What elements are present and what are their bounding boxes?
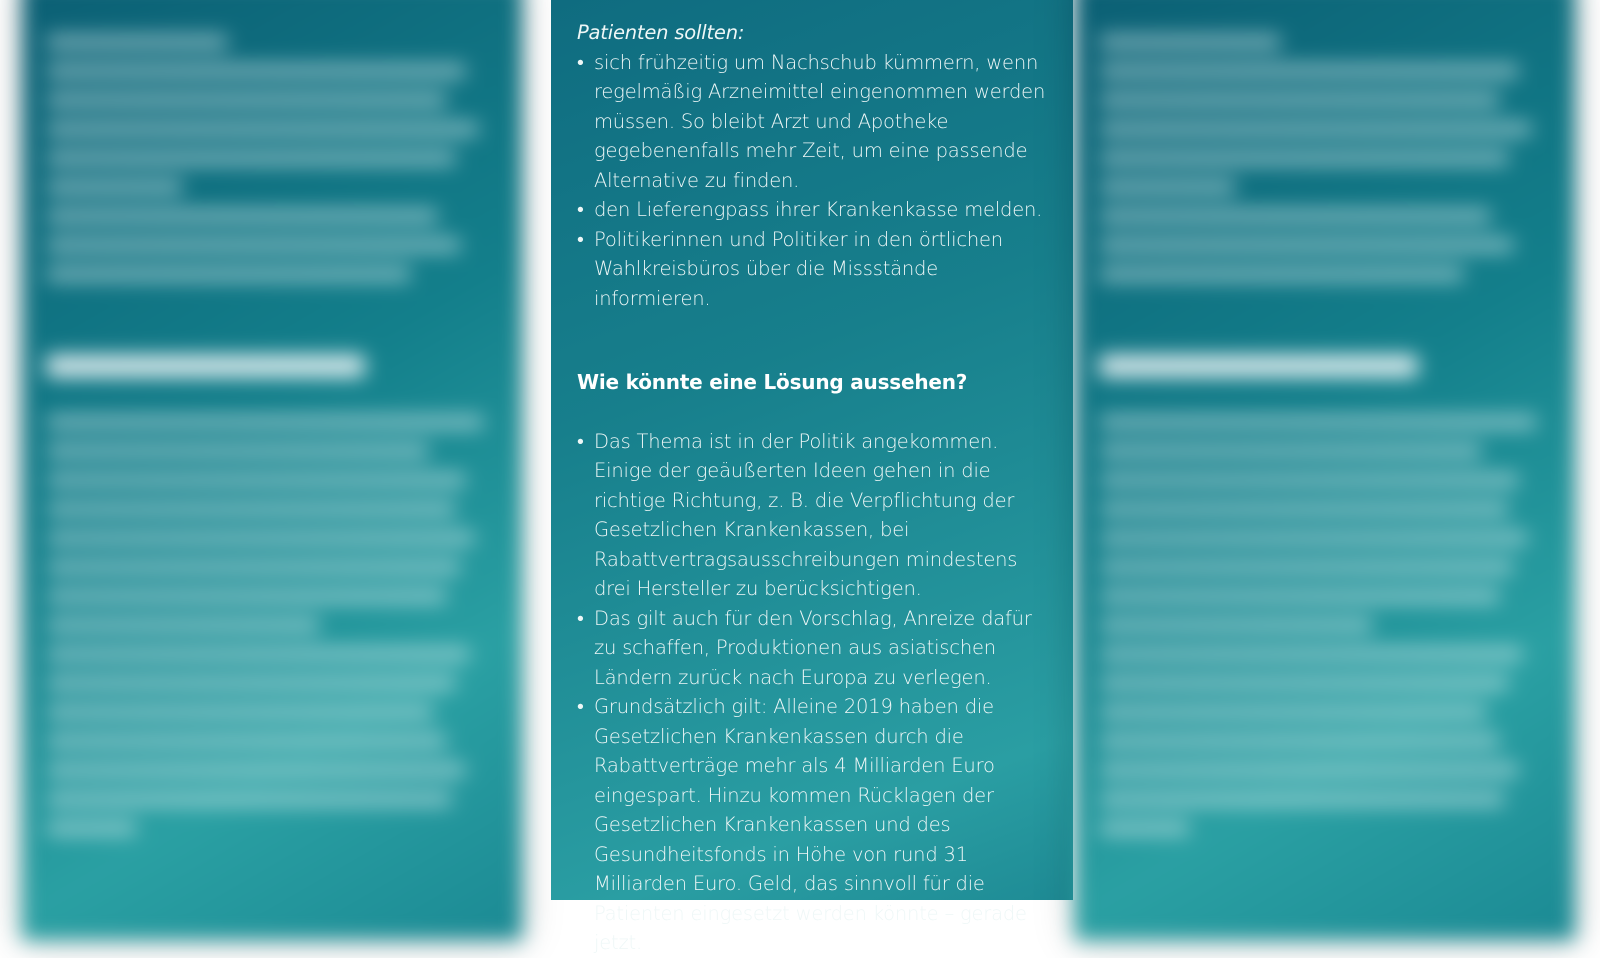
bullet-icon: • — [577, 227, 584, 251]
bullet-icon: • — [577, 695, 584, 718]
list-item-text: Das Thema ist in der Politik angekommen. Einige der geäußerten Ideen gehen in die richtige Richtung, z. B. die Verpflichtung der Gesetzlichen Krankenkassen, bei Rabattvertragsausschreibungen mindestens drei Hersteller zu berücksichtigen. — [594, 429, 1018, 600]
patients-intro: Patienten sollten: — [577, 21, 745, 44]
document-page — [551, 0, 1073, 954]
list-item — [577, 692, 1052, 958]
list-item — [577, 48, 1052, 196]
bullet-icon: • — [577, 429, 584, 453]
solution-list — [577, 427, 1052, 958]
page-content — [577, 18, 1052, 958]
blurred-text-block — [1099, 20, 1555, 281]
list-item — [577, 427, 1052, 604]
list-item-text: Das gilt auch für den Vorschlag, Anreize dafür zu schaffen, Produktionen aus asiatischen Ländern zurück nach Europa zu verlegen. — [594, 606, 1032, 689]
blurred-page-right — [1075, 0, 1575, 940]
list-item — [577, 195, 1052, 225]
blurred-text-block — [1099, 400, 1555, 835]
list-item — [577, 225, 1052, 314]
bullet-icon: • — [577, 198, 584, 221]
solution-heading: Wie könnte eine Lösung aussehen? — [577, 370, 968, 394]
patients-list — [577, 48, 1052, 314]
blurred-heading — [46, 340, 502, 377]
blurred-text-block — [46, 400, 502, 835]
bullet-icon: • — [577, 606, 584, 630]
blurred-heading — [1099, 340, 1555, 377]
list-item — [577, 604, 1052, 693]
list-item-text: den Lieferengpass ihrer Krankenkasse melden. — [594, 198, 1043, 221]
list-item-text: sich frühzeitig um Nachschub kümmern, wenn regelmäßig Arzneimittel eingenommen werden müssen. So bleibt Arzt und Apotheke gegebenenfalls mehr Zeit, um eine passende Alternative zu finden. — [594, 50, 1046, 192]
blurred-text-block — [46, 20, 502, 281]
list-item-text: Grundsätzlich gilt: Alleine 2019 haben die Gesetzlichen Krankenkassen durch die Rabattverträge mehr als 4 Milliarden Euro eingespart. Hinzu kommen Rücklagen der Gesetzlichen Krankenkassen und des Gesundheitsfonds in Höhe von rund 31 Milliarden Euro. Geld, das sinnvoll für die Patienten eingesetzt werden könnte – gerade jetzt. — [594, 695, 1027, 954]
bullet-icon: • — [577, 50, 584, 74]
blurred-page-left — [22, 0, 522, 940]
list-item-text: Politikerinnen und Politiker in den örtlichen Wahlkreisbüros über die Missstände informieren. — [594, 227, 1003, 310]
